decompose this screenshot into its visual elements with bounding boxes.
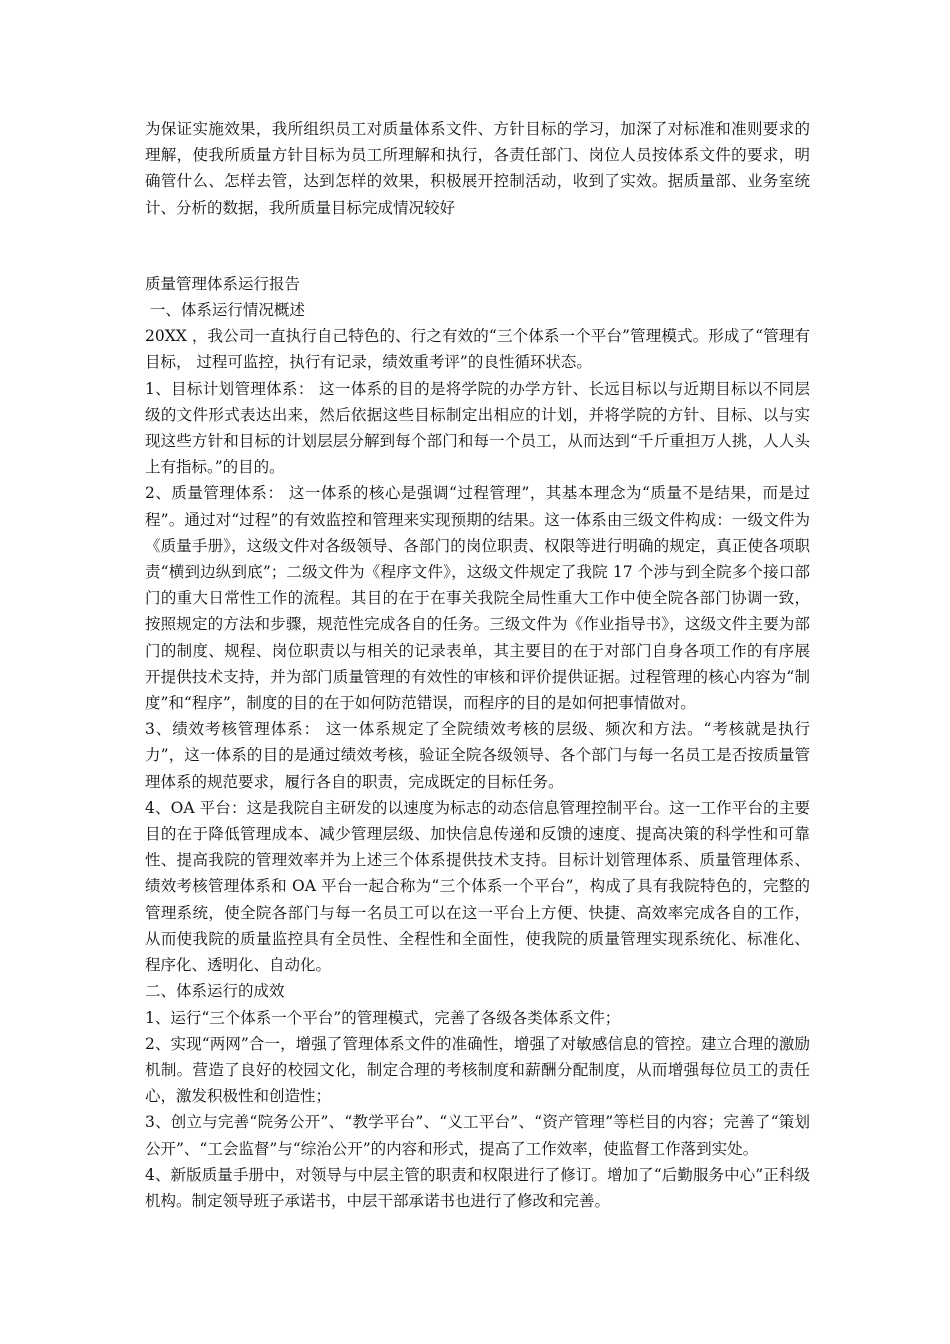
paragraph-result-4: 4、新版质量手册中，对领导与中层主管的职责和权限进行了修订。增加了“后勤服务中心”正科级机构。制定领导班子承诺书，中层干部承诺书也进行了修改和完善。	[145, 1165, 810, 1210]
intro-paragraph: 为保证实施效果，我所组织员工对质量体系文件、方针目标的学习，加深了对标准和准则要求的理解，使我所质量方针目标为员工所理解和执行，各责任部门、岗位人员按体系文件的要求，明确管什么、怎样去管，达到怎样的效果，积极展开控制活动，收到了实效。据质量部、业务室统计、分析的数据，我所质量目标完成情况较好	[145, 120, 810, 217]
section1-heading: 一、体系运行情况概述	[145, 301, 305, 320]
paragraph-oa-platform: 4、OA 平台：这是我院自主研发的以速度为标志的动态信息管理控制平台。这一工作平台的主要目的在于降低管理成本、减少管理层级、加快信息传递和反馈的速度、提高决策的科学性和可靠性、提高我院的管理效率并为上述三个体系提供技术支持。目标计划管理体系、质量管理体系、绩效考核管理体系和 OA 平台一起合称为“三个体系一个平台”，构成了具有我院特色的，完整的管理系统，使全院各部门与每一名员工可以在这一平台上方便、快捷、高效率完成各自的工作，从而使我院的质量监控具有全员性、全程性和全面性，使我院的质量管理实现系统化、标准化、程序化、透明化、自动化。	[145, 798, 810, 975]
paragraph-target-planning: 1、目标计划管理体系： 这一体系的目的是将学院的办学方针、长远目标以与近期目标以不同层级的文件形式表达出来，然后依据这些目标制定出相应的计划，并将学院的方针、目标、以与实现这些方针和目标的计划层层分解到每个部门和每一个员工，从而达到“千斤重担万人挑，人人头上有指标。”的目的。	[145, 379, 810, 477]
paragraph-result-1: 1、运行“三个体系一个平台”的管理模式，完善了各级各类体系文件；	[145, 1008, 621, 1027]
report-title: 质量管理体系运行报告	[145, 274, 301, 293]
paragraph-quality-management: 2、质量管理体系： 这一体系的核心是强调“过程管理”，其基本理念为“质量不是结果，而是过程”。通过对“过程”的有效监控和管理来实现预期的结果。这一体系由三级文件构成：一级文件为《质量手册》，这级文件对各级领导、各部门的岗位职责、权限等进行明确的规定，真正使各项职责“横到边纵到底”；二级文件为《程序文件》，这级文件规定了我院 17 个涉与到全院多个接口部门的重大日常性工作的流程。其目的在于在事关我院全局性重大工作中使全院各部门协调一致，按照规定的方法和步骤，规范性完成各自的任务。三级文件为《作业指导书》，这级文件主要为部门的制度、规程、岗位职责以与相关的记录表单，其主要目的在于对部门自身各项工作的有序展开提供技术支持，并为部门质量管理的有效性的审核和评价提供证据。过程管理的核心内容为“制度”和“程序”，制度的目的在于如何防范错误，而程序的目的是如何把事情做对。	[145, 484, 810, 713]
document-page	[145, 116, 810, 1214]
paragraph-result-3: 3、创立与完善“院务公开”、“教学平台”、“义工平台”、“资产管理”等栏目的内容；完善了“策划公开”、“工会监督”与“综治公开”的内容和形式，提高了工作效率，使监督工作落到实处。	[145, 1113, 810, 1158]
report-section	[145, 271, 810, 1214]
intro-section	[145, 116, 810, 221]
paragraph-result-2: 2、实现“两网”合一，增强了管理体系文件的准确性，增强了对敏感信息的管控。建立合理的激励机制。营造了良好的校园文化，制定合理的考核制度和薪酬分配制度，从而增强每位员工的责任心，激发积极性和创造性；	[145, 1034, 810, 1106]
section2-heading: 二、体系运行的成效	[145, 982, 285, 1001]
paragraph-performance-appraisal: 3、绩效考核管理体系： 这一体系规定了全院绩效考核的层级、频次和方法。“考核就是执行力”，这一体系的目的是通过绩效考核，验证全院各级领导、各个部门与每一名员工是否按质量管理体系的规范要求，履行各自的职责，完成既定的目标任务。	[145, 720, 810, 791]
paragraph-overview: 20XX ，我公司一直执行自己特色的、行之有效的“三个体系一个平台”管理模式。形成了“管理有目标， 过程可监控，执行有记录，绩效重考评”的良性循环状态。	[145, 327, 810, 372]
